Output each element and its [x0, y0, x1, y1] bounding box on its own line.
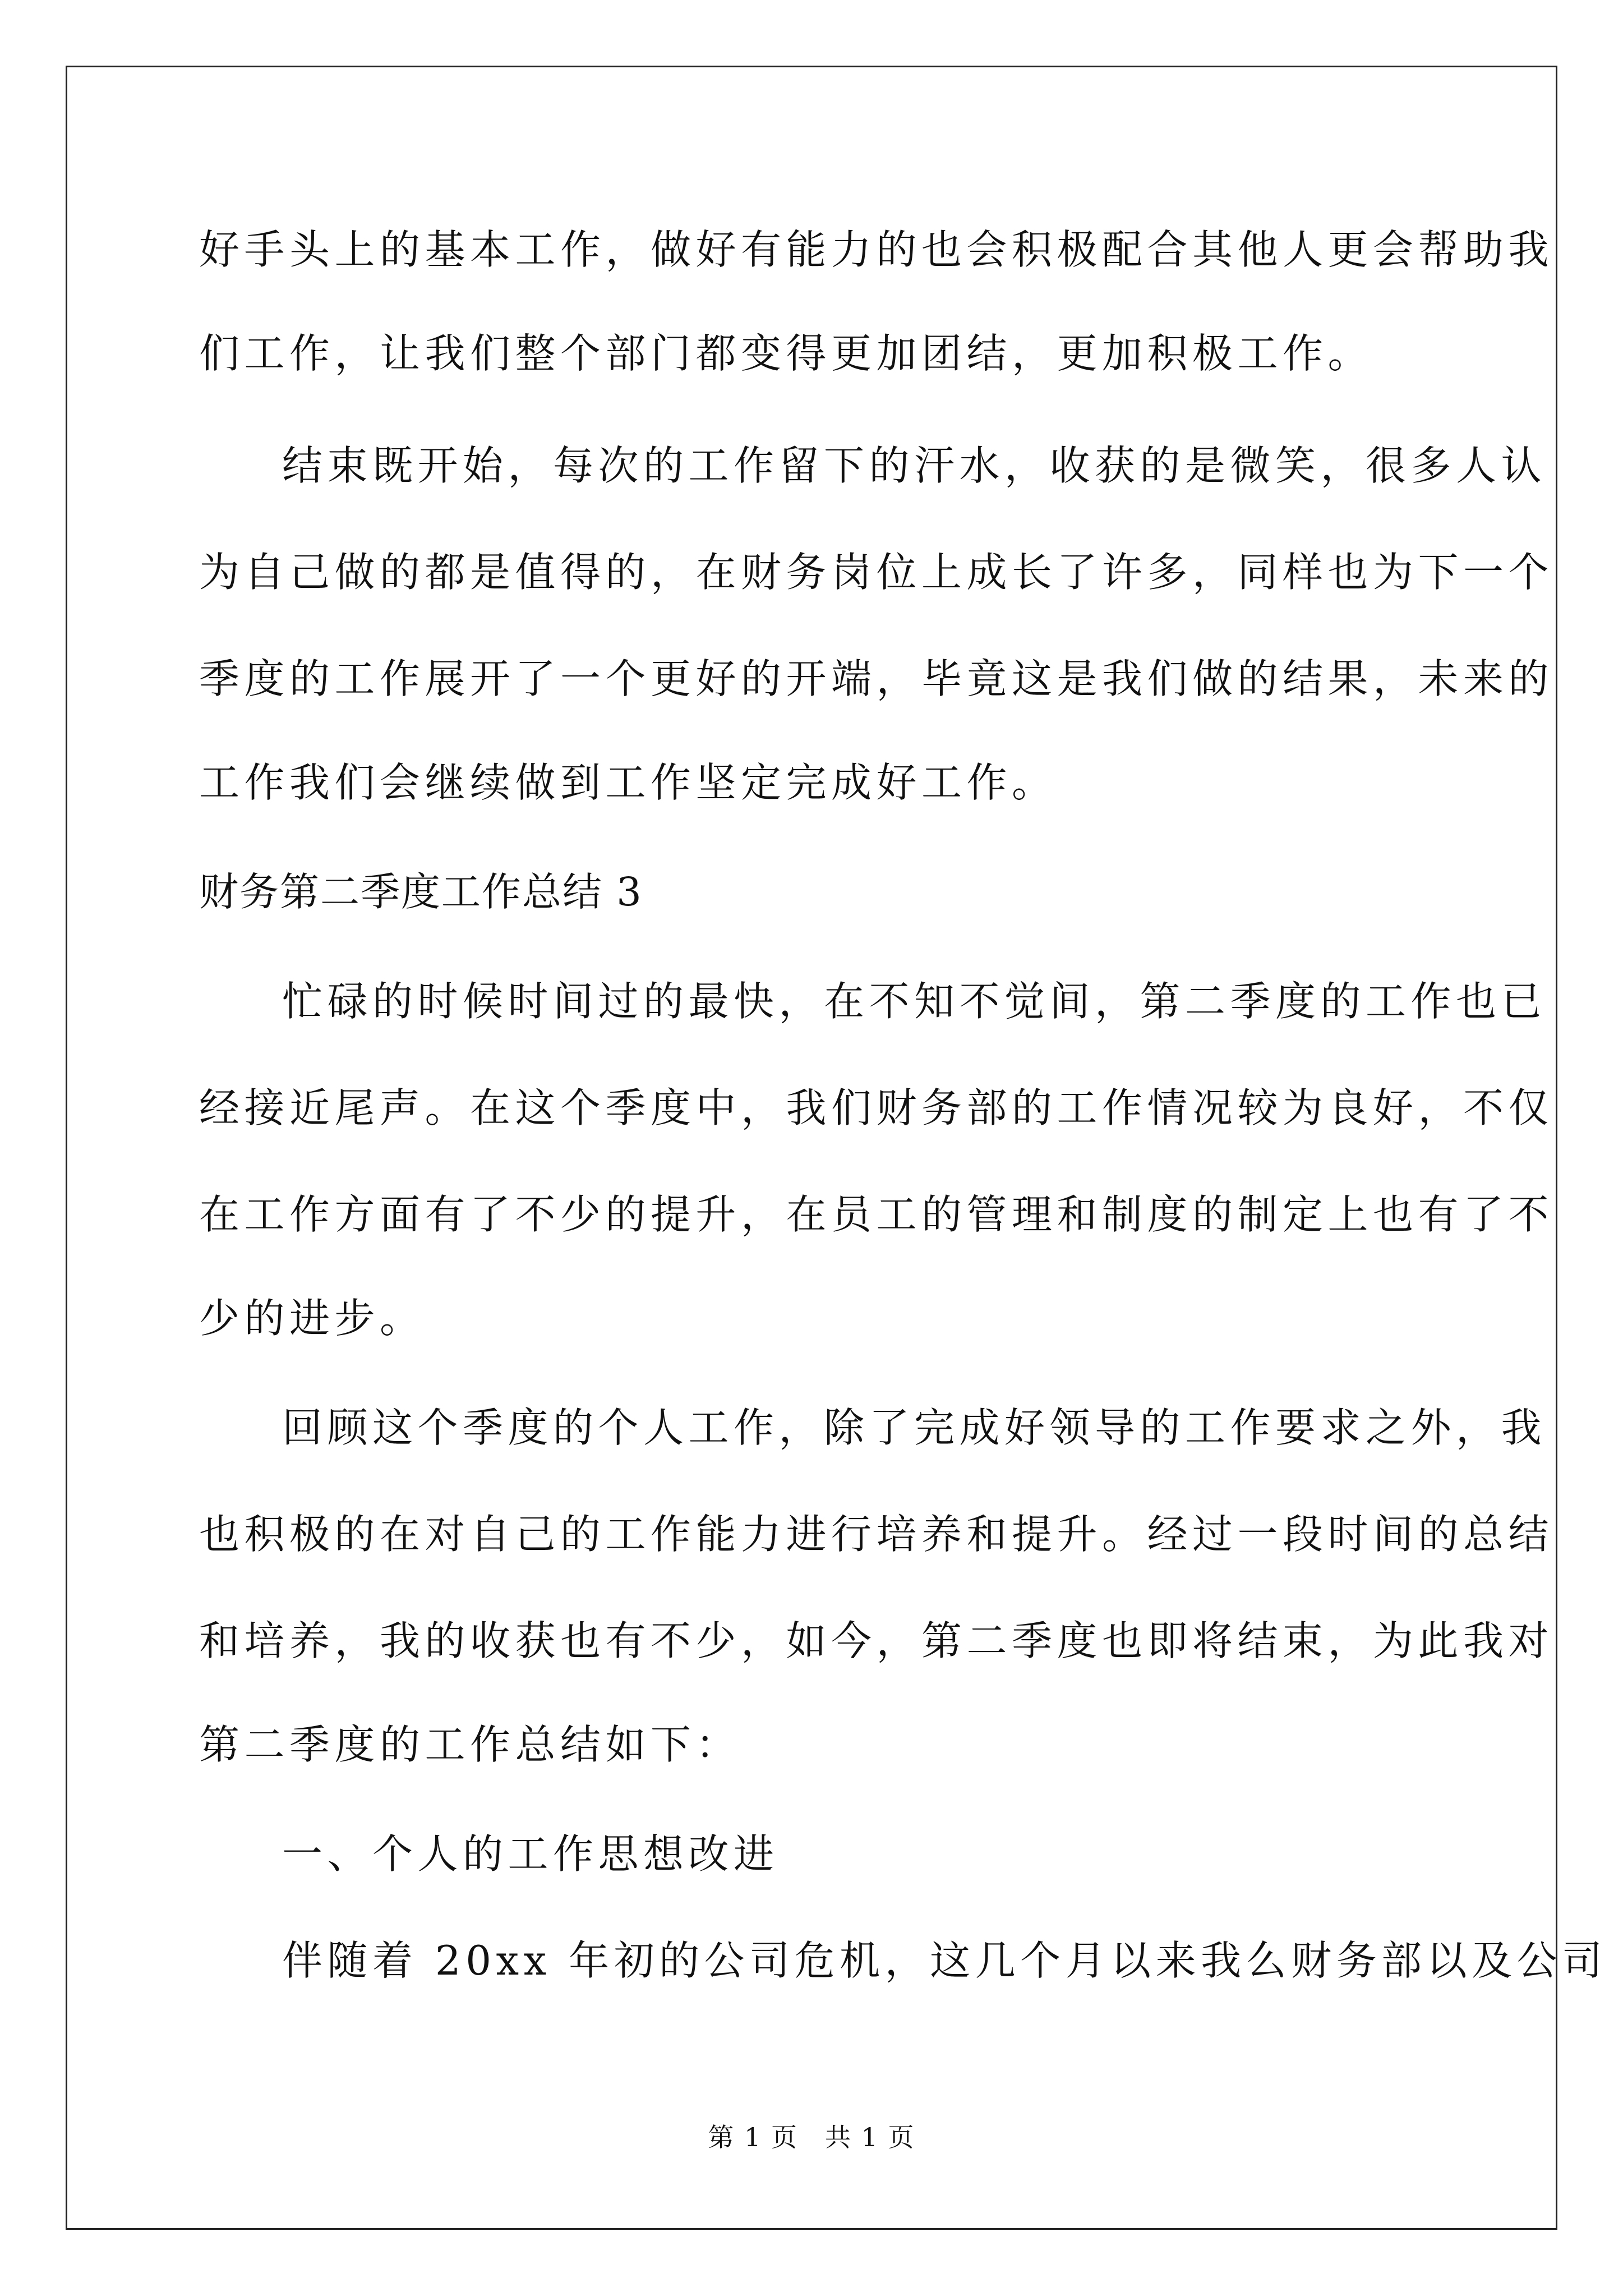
paragraph-line: 结束既开始，每次的工作留下的汗水，收获的是微笑，很多人认 — [282, 442, 1547, 489]
section-heading: 财务第二季度工作总结 3 — [199, 869, 643, 915]
subsection-heading: 一、个人的工作思想改进 — [282, 1830, 779, 1878]
paragraph-line: 们工作，让我们整个部门都变得更加团结，更加积极工作。 — [199, 330, 1373, 377]
paragraph-line: 在工作方面有了不少的提升，在员工的管理和制度的制定上也有了不 — [199, 1191, 1554, 1238]
paragraph-line: 第二季度的工作总结如下： — [199, 1721, 741, 1768]
page-footer: 第 1 页 共 1 页 — [708, 2122, 915, 2152]
paragraph-line: 好手头上的基本工作，做好有能力的也会积极配合其他人更会帮助我 — [199, 226, 1554, 273]
paragraph-line: 回顾这个季度的个人工作，除了完成好领导的工作要求之外，我 — [282, 1404, 1547, 1451]
paragraph-line: 和培养，我的收获也有不少，如今，第二季度也即将结束，为此我对 — [199, 1617, 1554, 1664]
paragraph-line: 季度的工作展开了一个更好的开端，毕竟这是我们做的结果，未来的 — [199, 655, 1554, 702]
page-border — [66, 66, 1607, 2230]
paragraph-line: 伴随着 20xx 年初的公司危机，这几个月以来我么财务部以及公司 — [282, 1937, 1607, 1984]
paragraph-line: 也积极的在对自己的工作能力进行培养和提升。经过一段时间的总结 — [199, 1511, 1554, 1558]
paragraph-line: 经接近尾声。在这个季度中，我们财务部的工作情况较为良好，不仅 — [199, 1084, 1554, 1131]
paragraph-line: 忙碌的时候时间过的最快，在不知不觉间，第二季度的工作也已 — [282, 978, 1547, 1025]
paragraph-line: 为自己做的都是值得的，在财务岗位上成长了许多，同样也为下一个 — [199, 549, 1554, 596]
paragraph-line: 少的进步。 — [199, 1295, 425, 1342]
paragraph-line: 工作我们会继续做到工作坚定完成好工作。 — [199, 759, 1057, 806]
